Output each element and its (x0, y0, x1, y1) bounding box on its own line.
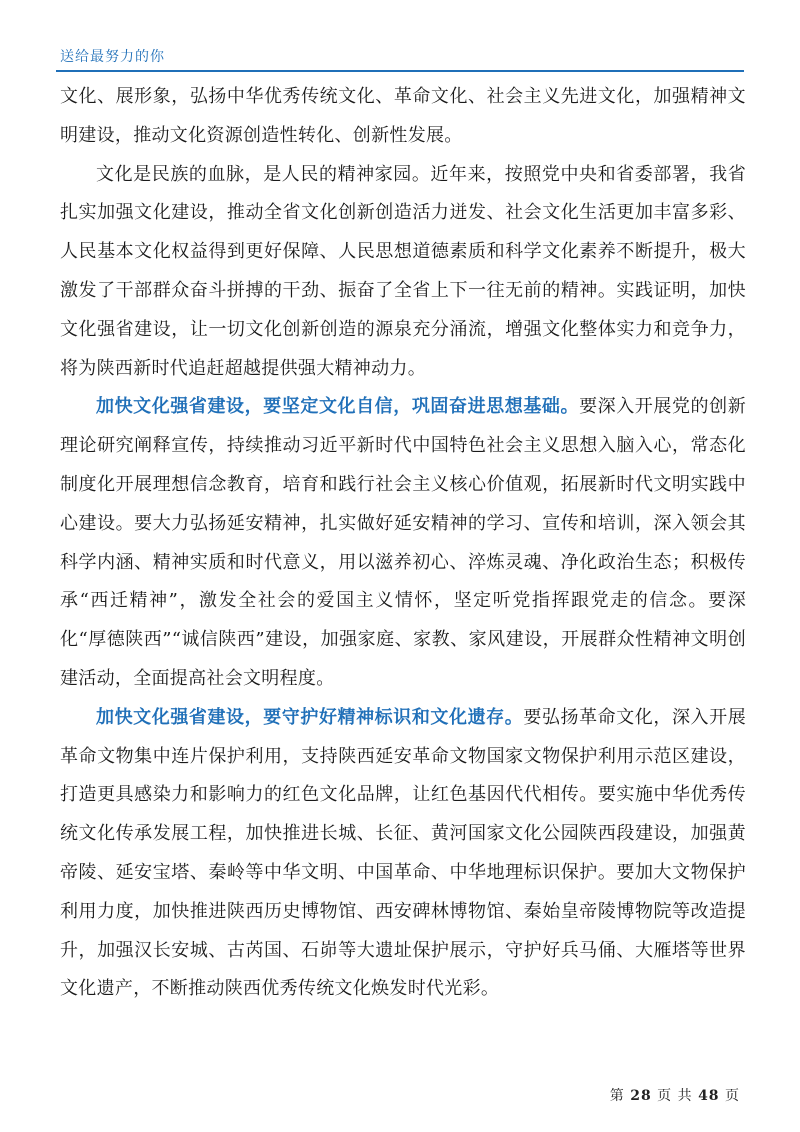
document-body (60, 78, 746, 1009)
paragraph-1 (60, 78, 746, 156)
paragraph-text: 要弘扬革命文化，深入开展革命文物集中连片保护利用，支持陕西延安革命文物国家文物保护利用示范区建设，打造更具感染力和影响力的红色文化品牌，让红色基因代代相传。要实施中华优秀传统文化传承发展工程，加快推进长城、长征、黄河国家文化公园陕西段建设，加强黄帝陵、延安宝塔、秦岭等中华文明、中国革命、中华地理标识保护。要加大文物保护利用力度，加快推进陕西历史博物馆、西安碑林博物馆、秦始皇帝陵博物院等改造提升，加强汉长安城、古芮国、石峁等大遗址保护展示，守护好兵马俑、大雁塔等世界文化遗产，不断推动陕西优秀传统文化焕发时代光彩。 (60, 706, 746, 1000)
paragraph-text: 文化、展形象，弘扬中华优秀传统文化、革命文化、社会主义先进文化，加强精神文明建设，推动文化资源创造性转化、创新性发展。 (60, 86, 746, 146)
footer-suffix: 页 (725, 1088, 740, 1104)
footer-prefix: 第 (609, 1088, 625, 1104)
total-page-number: 48 (698, 1088, 720, 1104)
current-page-number: 28 (630, 1088, 652, 1104)
page-header-title: 送给最努力的你 (60, 49, 165, 65)
paragraph-heading: 加快文化强省建设，要坚定文化自信，巩固奋进思想基础。 (96, 396, 580, 418)
paragraph-3 (60, 388, 746, 698)
paragraph-4 (60, 699, 746, 1009)
footer-middle: 页 共 (657, 1088, 693, 1104)
paragraph-text: 文化是民族的血脉，是人民的精神家园。近年来，按照党中央和省委部署，我省扎实加强文化建设，推动全省文化创新创造活力迸发、社会文化生活更加丰富多彩、人民基本文化权益得到更好保障、人民思想道德素质和科学文化素养不断提升，极大激发了干部群众奋斗拼搏的干劲、振奋了全省上下一往无前的精神。实践证明，加快文化强省建设，让一切文化创新创造的源泉充分涌流，增强文化整体实力和竞争力，将为陕西新时代追赶超越提供强大精神动力。 (60, 163, 746, 379)
paragraph-heading: 加快文化强省建设，要守护好精神标识和文化遗存。 (96, 706, 524, 728)
page-footer (610, 1085, 740, 1105)
paragraph-text: 要深入开展党的创新理论研究阐释宣传，持续推动习近平新时代中国特色社会主义思想入脑入心，常态化制度化开展理想信念教育，培育和践行社会主义核心价值观，拓展新时代文明实践中心建设。要大力弘扬延安精神，扎实做好延安精神的学习、宣传和培训，深入领会其科学内涵、精神实质和时代意义，用以滋养初心、淬炼灵魂、净化政治生态；积极传承“西迁精神”，激发全社会的爱国主义情怀，坚定听党指挥跟党走的信念。要深化“厚德陕西”“诚信陕西”建设，加强家庭、家教、家风建设，开展群众性精神文明创建活动，全面提高社会文明程度。 (60, 396, 746, 689)
paragraph-2 (60, 156, 746, 389)
header-divider (56, 70, 744, 72)
